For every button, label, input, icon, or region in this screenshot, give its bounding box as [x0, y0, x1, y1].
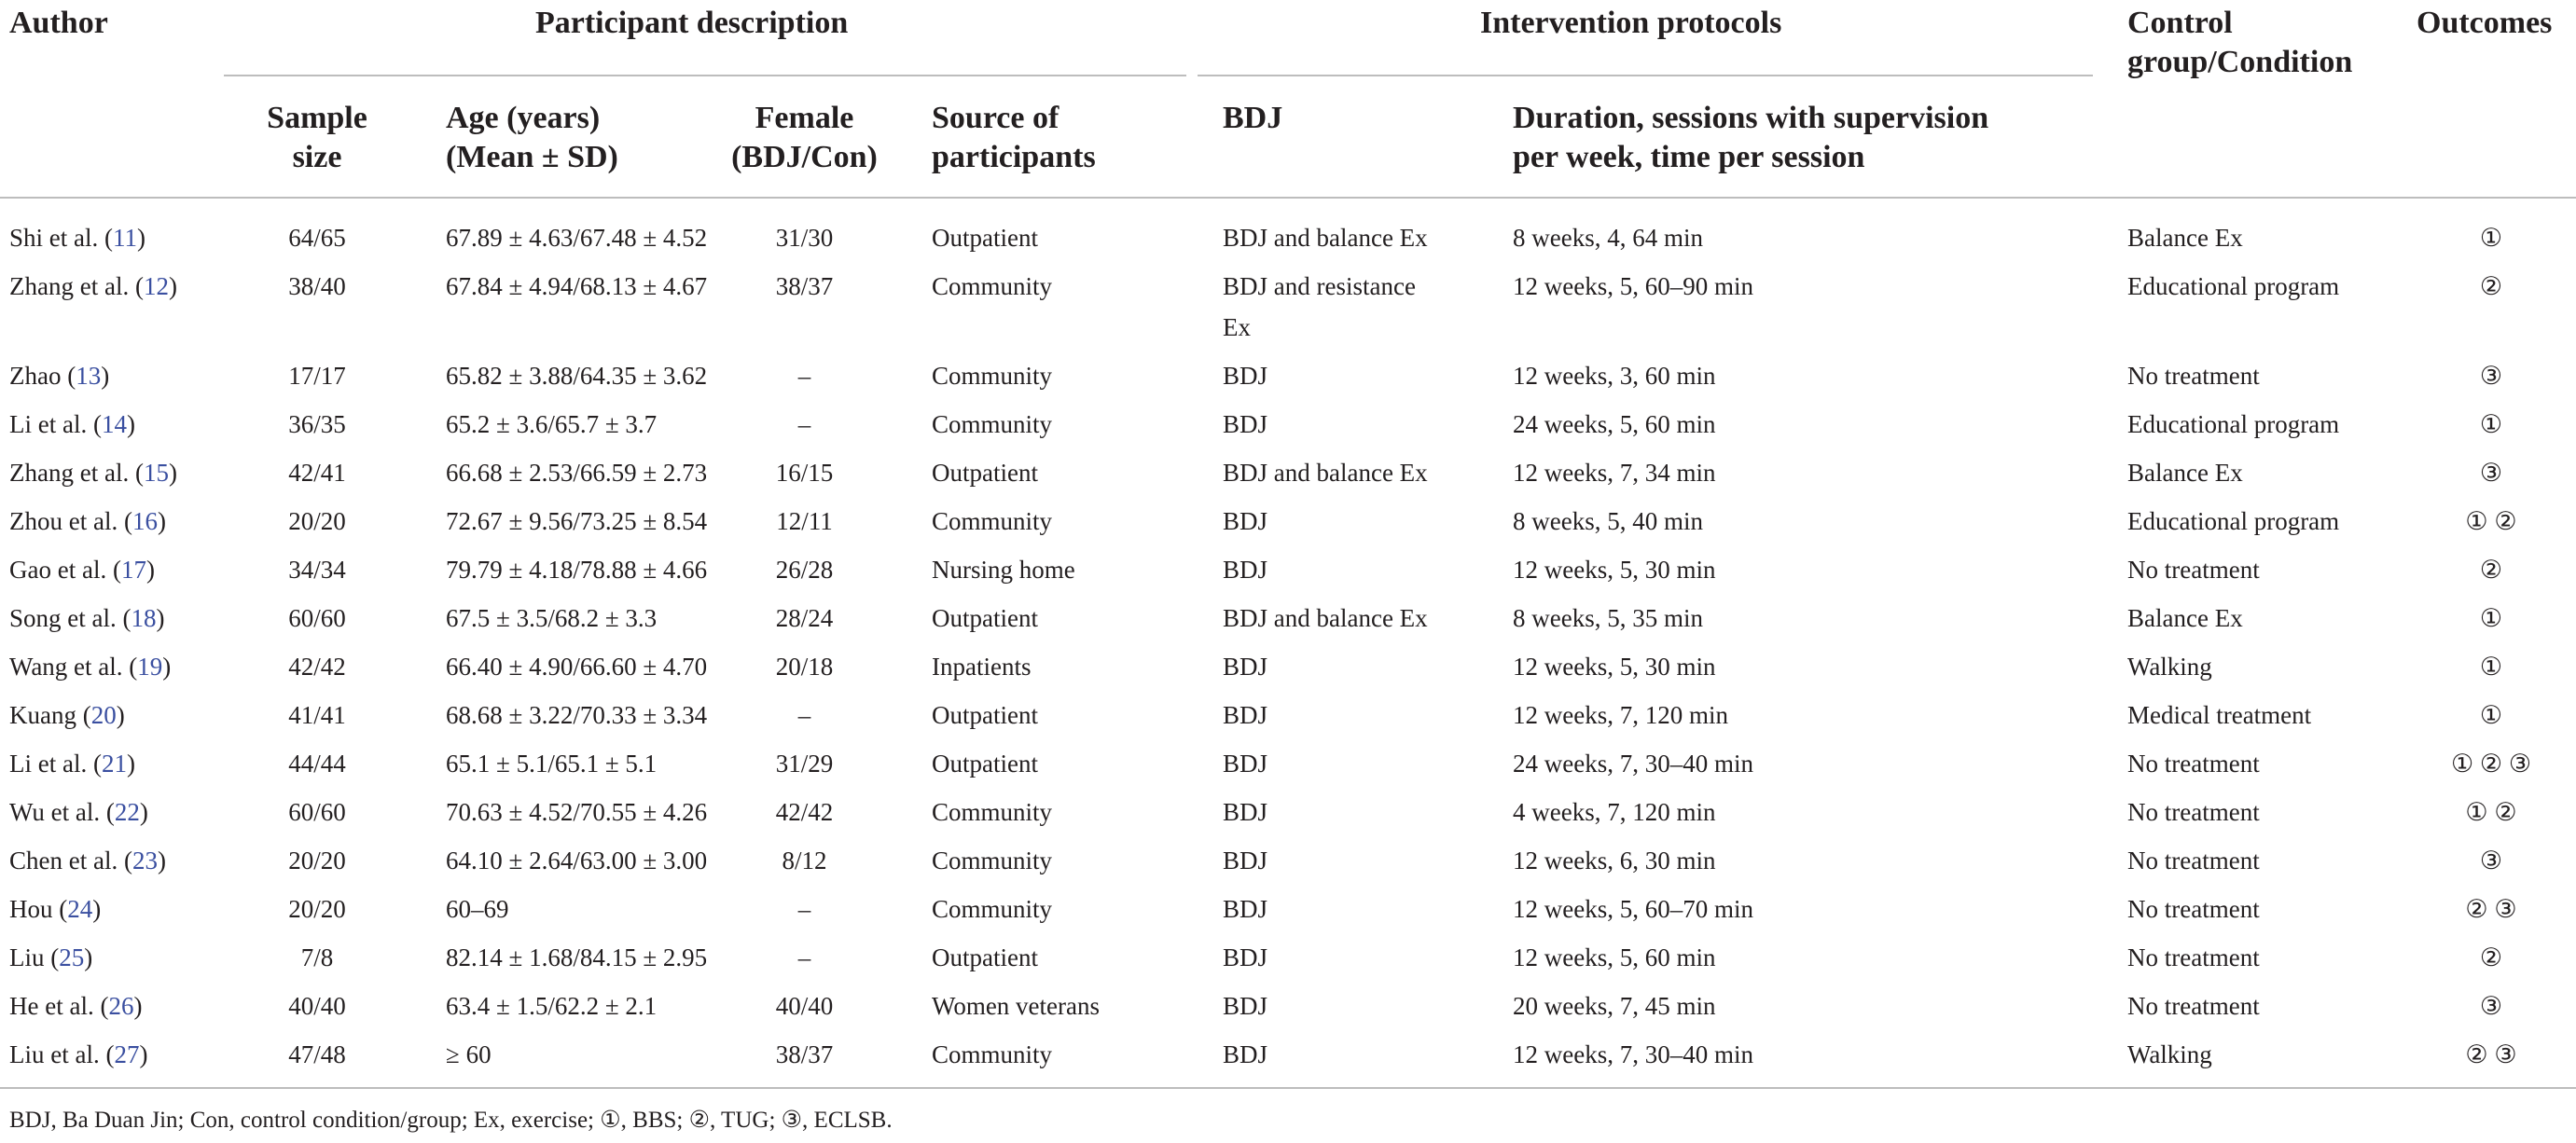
author-cell	[9, 268, 177, 305]
bdj-cell: BDJ	[1223, 653, 1268, 681]
outcomes-cell: ②	[2479, 556, 2503, 584]
author-name: Gao et al. (	[9, 556, 121, 584]
author-close-paren: )	[136, 224, 145, 252]
source-cell: Community	[932, 798, 1053, 826]
outcomes-cell: ② ③	[2465, 1040, 2517, 1068]
source-cell: Inpatients	[932, 653, 1032, 681]
author-close-paren: )	[126, 750, 135, 778]
header-control-line2: group/Condition	[2127, 45, 2353, 79]
bdj-cell: BDJ	[1223, 750, 1268, 778]
female-cell: –	[797, 701, 811, 729]
sample-size-cell: 41/41	[288, 701, 346, 729]
female-cell: –	[797, 410, 811, 438]
author-name: Kuang (	[9, 701, 91, 729]
author-close-paren: )	[84, 943, 93, 971]
sample-size-cell: 44/44	[288, 750, 346, 778]
female-cell: 8/12	[782, 847, 827, 874]
source-cell: Outpatient	[932, 604, 1038, 632]
bdj-cell: BDJ and balance Ex	[1223, 459, 1428, 487]
author-close-paren: )	[168, 272, 177, 300]
reference-link[interactable]: 21	[101, 750, 127, 778]
outcomes-cell: ③	[2479, 847, 2503, 874]
control-cell: Educational program	[2127, 410, 2340, 438]
reference-link[interactable]: 17	[120, 556, 146, 584]
control-cell: No treatment	[2127, 847, 2260, 874]
author-name: Li et al. (	[9, 410, 102, 438]
control-cell: Balance Ex	[2127, 604, 2243, 632]
source-cell: Community	[932, 410, 1053, 438]
header-control-line1: Control	[2127, 6, 2233, 40]
reference-link[interactable]: 20	[90, 701, 117, 729]
control-cell: Educational program	[2127, 272, 2340, 300]
participant-group-rule	[224, 75, 1186, 76]
bdj-cell: BDJ	[1223, 556, 1268, 584]
duration-cell: 12 weeks, 7, 120 min	[1513, 701, 1728, 729]
bdj-cell: BDJ and balance Ex	[1223, 224, 1428, 252]
author-name: Shi et al. (	[9, 224, 113, 252]
duration-cell: 12 weeks, 7, 34 min	[1513, 459, 1716, 487]
bdj-cell: BDJ	[1223, 992, 1268, 1020]
reference-link[interactable]: 22	[114, 798, 140, 826]
control-cell: Balance Ex	[2127, 459, 2243, 487]
source-cell: Nursing home	[932, 556, 1075, 584]
female-cell: –	[797, 943, 811, 971]
source-cell: Outpatient	[932, 701, 1038, 729]
duration-cell: 24 weeks, 5, 60 min	[1513, 410, 1716, 438]
reference-link[interactable]: 18	[131, 604, 157, 632]
age-cell: 82.14 ± 1.68/84.15 ± 2.95	[446, 943, 708, 971]
outcomes-cell: ① ② ③	[2450, 750, 2532, 778]
sample-size-cell: 17/17	[288, 362, 346, 390]
control-cell: Medical treatment	[2127, 701, 2312, 729]
header-bottom-rule	[0, 197, 2576, 199]
source-cell: Community	[932, 847, 1053, 874]
female-cell: 28/24	[775, 604, 834, 632]
sample-size-cell: 40/40	[288, 992, 346, 1020]
sample-size-cell: 20/20	[288, 507, 346, 535]
bdj-cell: BDJ and resistance	[1223, 272, 1416, 300]
header-intervention-protocols: Intervention protocols	[1480, 6, 1782, 40]
source-cell: Community	[932, 895, 1053, 923]
sample-size-cell: 47/48	[288, 1040, 346, 1068]
source-cell: Outpatient	[932, 943, 1038, 971]
female-cell: 38/37	[775, 272, 834, 300]
female-cell: 31/30	[775, 224, 834, 252]
age-cell: 79.79 ± 4.18/78.88 ± 4.66	[446, 556, 708, 584]
intervention-group-rule	[1198, 75, 2093, 76]
bdj-cell: BDJ and balance Ex	[1223, 604, 1428, 632]
reference-link[interactable]: 13	[76, 362, 102, 390]
age-cell: 60–69	[446, 895, 509, 923]
header-source-line1: Source of	[932, 101, 1059, 135]
author-close-paren: )	[157, 507, 166, 535]
duration-cell: 12 weeks, 5, 60–90 min	[1513, 272, 1753, 300]
table-bottom-rule	[0, 1087, 2576, 1089]
author-close-paren: )	[162, 653, 172, 681]
author-close-paren: )	[126, 410, 135, 438]
control-cell: Walking	[2127, 653, 2212, 681]
bdj-cell: BDJ	[1223, 701, 1268, 729]
source-cell: Community	[932, 507, 1053, 535]
outcomes-cell: ① ②	[2465, 507, 2517, 535]
reference-link[interactable]: 27	[114, 1040, 140, 1068]
reference-link[interactable]: 16	[132, 507, 158, 535]
duration-cell: 12 weeks, 5, 30 min	[1513, 653, 1716, 681]
control-cell: No treatment	[2127, 895, 2260, 923]
header-source-line2: participants	[932, 140, 1096, 174]
header-age-line2: (Mean ± SD)	[446, 140, 618, 174]
age-cell: 63.4 ± 1.5/62.2 ± 2.1	[446, 992, 658, 1020]
reference-link[interactable]: 12	[143, 272, 169, 300]
author-cell	[9, 406, 135, 443]
sample-size-cell: 64/65	[288, 224, 346, 252]
author-close-paren: )	[157, 847, 166, 874]
author-cell	[9, 454, 177, 491]
author-name: Zhao (	[9, 362, 76, 390]
reference-link[interactable]: 11	[112, 224, 137, 252]
author-close-paren: )	[168, 459, 177, 487]
author-cell	[9, 745, 135, 782]
header-author: Author	[9, 6, 108, 40]
author-name: Zhou et al. (	[9, 507, 132, 535]
source-cell: Women veterans	[932, 992, 1101, 1020]
author-close-paren: )	[145, 556, 155, 584]
author-name: Hou (	[9, 895, 68, 923]
author-cell	[9, 551, 155, 588]
bdj-cell: BDJ	[1223, 410, 1268, 438]
outcomes-cell: ①	[2479, 224, 2503, 252]
duration-cell: 20 weeks, 7, 45 min	[1513, 992, 1716, 1020]
age-cell: 68.68 ± 3.22/70.33 ± 3.34	[446, 701, 708, 729]
age-cell: ≥ 60	[446, 1040, 492, 1068]
bdj-cell: BDJ	[1223, 1040, 1268, 1068]
female-cell: 20/18	[775, 653, 834, 681]
duration-cell: 12 weeks, 6, 30 min	[1513, 847, 1716, 874]
control-cell: No treatment	[2127, 943, 2260, 971]
header-sample-line1: Sample	[267, 101, 367, 135]
author-close-paren: )	[133, 992, 143, 1020]
source-cell: Outpatient	[932, 224, 1038, 252]
outcomes-cell: ③	[2479, 459, 2503, 487]
author-name: Song et al. (	[9, 604, 132, 632]
header-duration-line2: per week, time per session	[1513, 140, 1865, 174]
female-cell: –	[797, 895, 811, 923]
control-cell: Educational program	[2127, 507, 2340, 535]
female-cell: 40/40	[775, 992, 834, 1020]
age-cell: 67.84 ± 4.94/68.13 ± 4.67	[446, 272, 708, 300]
author-close-paren: )	[116, 701, 125, 729]
author-cell	[9, 503, 166, 540]
author-name: Zhang et al. (	[9, 459, 144, 487]
source-cell: Community	[932, 362, 1053, 390]
source-cell: Outpatient	[932, 750, 1038, 778]
duration-cell: 12 weeks, 7, 30–40 min	[1513, 1040, 1753, 1068]
outcomes-cell: ② ③	[2465, 895, 2517, 923]
reference-link[interactable]: 26	[108, 992, 134, 1020]
duration-cell: 4 weeks, 7, 120 min	[1513, 798, 1716, 826]
bdj-cell-line2: Ex	[1223, 313, 1251, 341]
control-cell: No treatment	[2127, 556, 2260, 584]
outcomes-cell: ②	[2479, 272, 2503, 300]
sample-size-cell: 36/35	[288, 410, 346, 438]
age-cell: 72.67 ± 9.56/73.25 ± 8.54	[446, 507, 708, 535]
author-name: Chen et al. (	[9, 847, 132, 874]
outcomes-cell: ③	[2479, 992, 2503, 1020]
author-cell	[9, 987, 142, 1025]
control-cell: Balance Ex	[2127, 224, 2243, 252]
header-bdj: BDJ	[1223, 101, 1283, 135]
sample-size-cell: 60/60	[288, 798, 346, 826]
sample-size-cell: 42/42	[288, 653, 346, 681]
outcomes-cell: ①	[2479, 701, 2503, 729]
author-cell	[9, 599, 164, 637]
author-cell	[9, 648, 171, 685]
outcomes-cell: ③	[2479, 362, 2503, 390]
header-participant-description: Participant description	[535, 6, 849, 40]
source-cell: Community	[932, 1040, 1053, 1068]
female-cell: 42/42	[775, 798, 834, 826]
header-female-line1: Female	[755, 101, 854, 135]
reference-link[interactable]: 15	[143, 459, 169, 487]
author-name: Wang et al. (	[9, 653, 138, 681]
control-cell: No treatment	[2127, 798, 2260, 826]
author-name: He et al. (	[9, 992, 109, 1020]
author-close-paren: )	[139, 1040, 148, 1068]
reference-link[interactable]: 14	[101, 410, 127, 438]
author-cell	[9, 890, 101, 928]
author-cell	[9, 219, 145, 256]
outcomes-cell: ① ②	[2465, 798, 2517, 826]
author-name: Wu et al. (	[9, 798, 115, 826]
sample-size-cell: 60/60	[288, 604, 346, 632]
header-female-line2: (BDJ/Con)	[731, 140, 878, 174]
author-name: Zhang et al. (	[9, 272, 144, 300]
author-cell	[9, 696, 125, 734]
bdj-cell: BDJ	[1223, 847, 1268, 874]
header-sample-line2: size	[292, 140, 342, 174]
outcomes-cell: ①	[2479, 604, 2503, 632]
outcomes-cell: ②	[2479, 943, 2503, 971]
header-age-line1: Age (years)	[446, 101, 601, 135]
control-cell: Walking	[2127, 1040, 2212, 1068]
age-cell: 65.82 ± 3.88/64.35 ± 3.62	[446, 362, 708, 390]
duration-cell: 8 weeks, 5, 35 min	[1513, 604, 1703, 632]
table-footnote: BDJ, Ba Duan Jin; Con, control condition/group; Ex, exercise; ①, BBS; ②, TUG; ③, ECLSB.	[9, 1108, 893, 1133]
control-cell: No treatment	[2127, 750, 2260, 778]
duration-cell: 8 weeks, 5, 40 min	[1513, 507, 1703, 535]
bdj-cell: BDJ	[1223, 362, 1268, 390]
author-cell	[9, 1036, 147, 1073]
female-cell: 38/37	[775, 1040, 834, 1068]
author-close-paren: )	[92, 895, 102, 923]
duration-cell: 12 weeks, 5, 30 min	[1513, 556, 1716, 584]
duration-cell: 12 weeks, 5, 60–70 min	[1513, 895, 1753, 923]
control-cell: No treatment	[2127, 992, 2260, 1020]
age-cell: 70.63 ± 4.52/70.55 ± 4.26	[446, 798, 708, 826]
bdj-cell: BDJ	[1223, 798, 1268, 826]
sample-size-cell: 38/40	[288, 272, 346, 300]
bdj-cell: BDJ	[1223, 895, 1268, 923]
author-close-paren: )	[156, 604, 165, 632]
author-cell	[9, 793, 148, 831]
duration-cell: 24 weeks, 7, 30–40 min	[1513, 750, 1753, 778]
duration-cell: 12 weeks, 5, 60 min	[1513, 943, 1716, 971]
control-cell: No treatment	[2127, 362, 2260, 390]
age-cell: 67.89 ± 4.63/67.48 ± 4.52	[446, 224, 708, 252]
author-name: Liu (	[9, 943, 60, 971]
author-cell	[9, 357, 109, 394]
author-name: Liu et al. (	[9, 1040, 115, 1068]
reference-link[interactable]: 24	[67, 895, 93, 923]
author-close-paren: )	[101, 362, 110, 390]
header-outcomes: Outcomes	[2417, 6, 2553, 40]
duration-cell: 12 weeks, 3, 60 min	[1513, 362, 1716, 390]
age-cell: 65.2 ± 3.6/65.7 ± 3.7	[446, 410, 658, 438]
sample-size-cell: 20/20	[288, 847, 346, 874]
source-cell: Outpatient	[932, 459, 1038, 487]
reference-link[interactable]: 23	[132, 847, 158, 874]
age-cell: 66.68 ± 2.53/66.59 ± 2.73	[446, 459, 708, 487]
duration-cell: 8 weeks, 4, 64 min	[1513, 224, 1703, 252]
header-duration-line1: Duration, sessions with supervision	[1513, 101, 1989, 135]
outcomes-cell: ①	[2479, 410, 2503, 438]
bdj-cell: BDJ	[1223, 507, 1268, 535]
female-cell: –	[797, 362, 811, 390]
age-cell: 65.1 ± 5.1/65.1 ± 5.1	[446, 750, 658, 778]
age-cell: 66.40 ± 4.90/66.60 ± 4.70	[446, 653, 708, 681]
author-close-paren: )	[139, 798, 148, 826]
bdj-cell: BDJ	[1223, 943, 1268, 971]
age-cell: 64.10 ± 2.64/63.00 ± 3.00	[446, 847, 708, 874]
female-cell: 31/29	[775, 750, 834, 778]
sample-size-cell: 42/41	[288, 459, 346, 487]
author-name: Li et al. (	[9, 750, 102, 778]
author-cell	[9, 842, 166, 879]
age-cell: 67.5 ± 3.5/68.2 ± 3.3	[446, 604, 658, 632]
source-cell: Community	[932, 272, 1053, 300]
sample-size-cell: 34/34	[288, 556, 346, 584]
female-cell: 12/11	[776, 507, 833, 535]
outcomes-cell: ①	[2479, 653, 2503, 681]
sample-size-cell: 20/20	[288, 895, 346, 923]
sample-size-cell: 7/8	[300, 943, 334, 971]
female-cell: 26/28	[775, 556, 834, 584]
author-cell	[9, 939, 92, 976]
reference-link[interactable]: 25	[59, 943, 85, 971]
female-cell: 16/15	[775, 459, 834, 487]
reference-link[interactable]: 19	[137, 653, 163, 681]
